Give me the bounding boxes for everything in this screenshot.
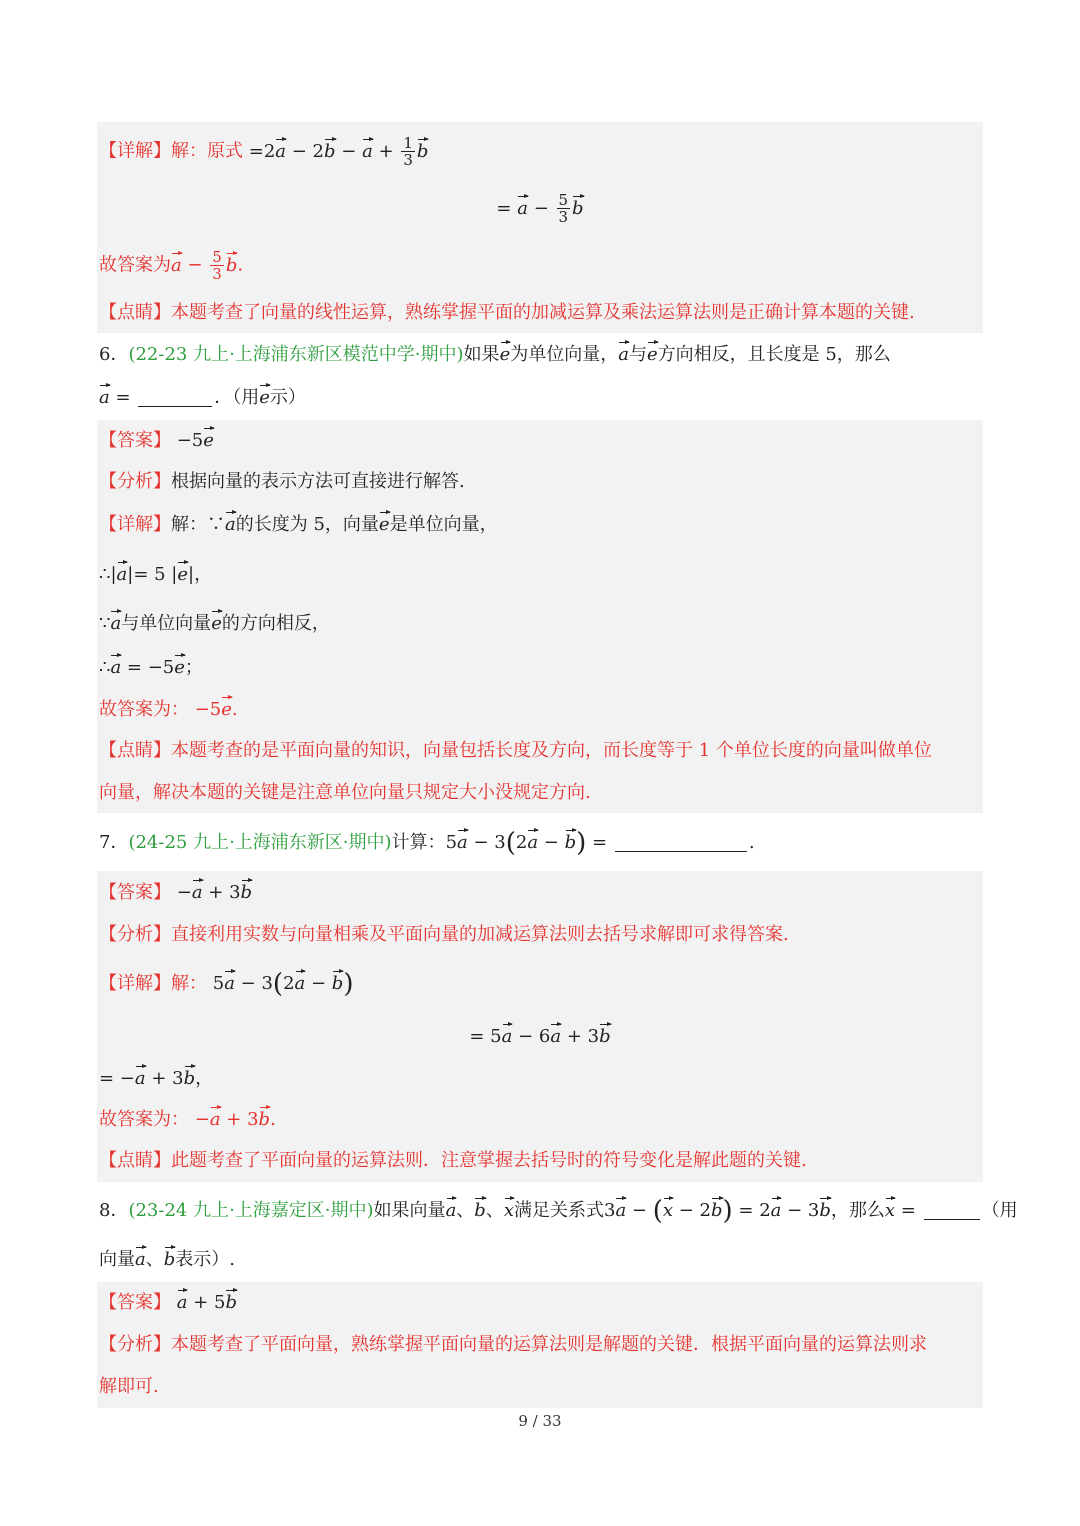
q7-answer: 【答案】 −a + 3b (99, 882, 253, 903)
question-number: 8． (99, 1200, 129, 1221)
q5-detail-line: 【详解】解：原式 =2a − 2b − a + $\frac{1}{3}$ b (99, 134, 429, 169)
q5-comment: 【点睛】本题考查了向量的线性运算，熟练掌握平面的加减运算及乘法运算法则是正确计算本题的关键. (99, 302, 915, 323)
q8-stem-line1: 8．(23-24 九上·上海嘉定区·期中)如果向量a、b、x满足关系式3a − (x − 2b) = 2a − 3b，那么x = （用 (99, 1196, 1018, 1226)
question-number: 6． (99, 344, 129, 365)
q5-expression: =2a − 2b − a + $\frac{1}{3}$ b (248, 134, 429, 169)
detail-label: 【详解】 (99, 514, 171, 535)
analysis-label: 【分析】 (99, 924, 171, 945)
answer-label: 【答案】 (99, 882, 171, 903)
detail-label: 【详解】 (99, 973, 171, 994)
comment-label: 【点睛】 (99, 1150, 171, 1171)
answer-blank (924, 1201, 980, 1220)
question-source: (22-23 九上·上海浦东新区模范中学·期中) (128, 344, 464, 365)
q7-detail-line1: 【详解】解： 5a − 3(2a − b) (99, 969, 354, 999)
q5-conclusion: 故答案为a − $\frac{5}{3}$ b. (99, 248, 244, 283)
q8-stem-line2: 向量a、b表示）. (99, 1249, 235, 1270)
answer-label: 【答案】 (99, 1292, 171, 1313)
detail-label: 【详解】 (99, 140, 171, 162)
q6-detail-step2: ∴|a|= 5 |e|， (99, 564, 213, 585)
q7-detail-step3: = −a + 3b， (99, 1068, 214, 1089)
q5-detail-step: = a − $\frac{5}{3}$ b (496, 191, 584, 226)
q6-comment-line1: 【点睛】本题考查的是平面向量的知识，向量包括长度及方向，而长度等于 1 个单位长度的向量叫做单位 (99, 740, 932, 761)
q6-stem-line2: a = ．（用e示） (99, 387, 306, 408)
answer-blank (615, 833, 747, 852)
question-source: (23-24 九上·上海嘉定区·期中) (128, 1200, 374, 1221)
q7-detail-step2: = 5a − 6a + 3b (469, 1026, 611, 1047)
q6-detail-line1: 【详解】解：∵a的长度为 5，向量e是单位向量， (99, 514, 498, 535)
comment-label: 【点睛】 (99, 740, 171, 761)
question-source: (24-25 九上·上海浦东新区·期中) (128, 832, 392, 853)
q7-comment: 【点睛】此题考查了平面向量的运算法则．注意掌握去括号时的符号变化是解此题的关键. (99, 1150, 807, 1171)
question-number: 7． (99, 832, 129, 853)
comment-label: 【点睛】 (99, 302, 171, 323)
q6-conclusion: 故答案为： −5e. (99, 699, 238, 720)
q6-stem-line1: 6．(22-23 九上·上海浦东新区模范中学·期中)如果e为单位向量，a与e方向相反，且长度是 5，那么 (99, 344, 891, 365)
analysis-label: 【分析】 (99, 471, 171, 492)
answer-label: 【答案】 (99, 430, 171, 451)
q6-analysis: 【分析】根据向量的表示方法可直接进行解答. (99, 471, 465, 492)
q7-stem: 7．(24-25 九上·上海浦东新区·期中)计算：5a − 3(2a − b) = . (99, 828, 755, 858)
q6-answer: 【答案】 −5e (99, 430, 214, 451)
q8-analysis-line1: 【分析】本题考查了平面向量，熟练掌握平面向量的运算法则是解题的关键．根据平面向量的运算法则求 (99, 1334, 927, 1355)
q6-detail-step4: ∴a = −5e； (99, 657, 203, 678)
q7-conclusion: 故答案为： −a + 3b. (99, 1109, 276, 1130)
analysis-label: 【分析】 (99, 1334, 171, 1355)
q8-answer: 【答案】 a + 5b (99, 1292, 237, 1313)
q8-analysis-line2: 解即可. (99, 1376, 159, 1397)
answer-blank (138, 388, 212, 407)
page-number: 9 / 33 (518, 1412, 562, 1430)
q6-detail-step3: ∵a与单位向量e的方向相反， (99, 613, 330, 634)
q7-analysis: 【分析】直接利用实数与向量相乘及平面向量的加减运算法则去括号求解即可求得答案. (99, 924, 789, 945)
q6-comment-line2: 向量，解决本题的关键是注意单位向量只规定大小没规定方向. (99, 782, 591, 803)
